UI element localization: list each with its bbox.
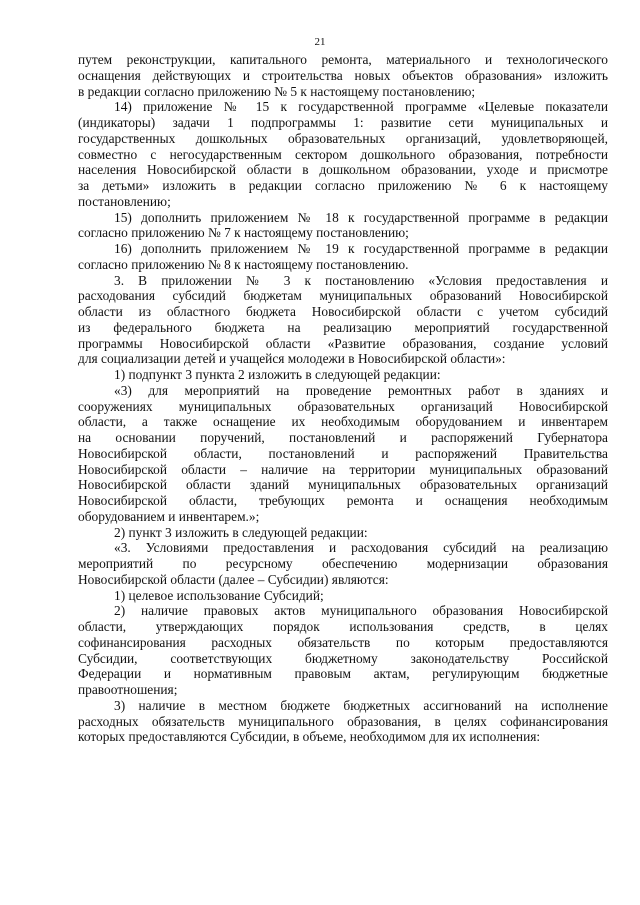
text-line: Новосибирской области, постановлений и распоряжений Правительства — [78, 445, 608, 461]
text-line: программы Новосибирской области «Развитие образования, создание условий — [78, 335, 608, 351]
document-body — [78, 52, 608, 745]
text-line: правоотношения; — [78, 682, 178, 697]
text-line: согласно приложению № 7 к настоящему постановлению; — [78, 225, 409, 241]
text-line: за детьми» изложить в редакции согласно приложению № 6 к настоящему — [78, 178, 608, 193]
text-line: в редакции согласно приложению № 5 к настоящему постановлению; — [78, 83, 476, 99]
text-line: мероприятий по ресурсному обеспечению модернизации образования — [78, 556, 608, 571]
text-line: (индикаторы) задачи 1 подпрограммы 1: развитие сети муниципальных и — [78, 115, 608, 130]
text-line: области из областного бюджета Новосибирской области с учетом субсидий — [78, 304, 608, 319]
text-line: Новосибирской области, требующих ремонта и оснащения необходимым — [78, 493, 608, 508]
text-line: 2) пункт 3 изложить в следующей редакции: — [114, 524, 368, 540]
text-line: 16) дополнить приложением № 19 к государственной программе в редакции — [114, 241, 608, 256]
page-number: 21 — [314, 36, 326, 48]
text-line: Новосибирской области (далее – Субсидии) являются: — [78, 571, 389, 587]
text-line: 3) наличие в местном бюджете бюджетных ассигнований на исполнение — [114, 697, 608, 713]
text-line: 3. В приложении № 3 к постановлению «Условия предоставления и — [114, 272, 608, 288]
text-line: 14) приложение № 15 к государственной программе «Целевые показатели — [114, 99, 608, 115]
text-line: расходования субсидий бюджетам муниципальных образований Новосибирской — [78, 288, 608, 304]
text-line: 2) наличие правовых актов муниципального образования Новосибирской — [114, 603, 608, 619]
text-line: для социализации детей и учащейся молодежи в Новосибирской области»: — [78, 351, 506, 367]
text-line: путем реконструкции, капитального ремонта, материального и технологического — [78, 52, 608, 67]
text-line: совместно с негосударственным сектором дошкольного образования, потребности — [78, 146, 608, 162]
text-line: Новосибирской области – наличие на территории муниципальных образований — [78, 461, 608, 477]
text-line: оборудованием и инвентарем.»; — [78, 508, 260, 524]
text-line: 15) дополнить приложением № 18 к государственной программе в редакции — [114, 209, 608, 225]
text-line: 1) целевое использование Субсидий; — [114, 587, 324, 603]
text-line: области, а также оснащение их необходимым оборудованием и инвентарем — [78, 414, 608, 430]
text-line: расходных обязательств муниципального образования, в целях софинансирования — [78, 713, 608, 729]
text-line: Новосибирской области зданий муниципальных образовательных организаций — [78, 477, 608, 493]
text-line: на основании поручений, постановлений и распоряжений Губернатора — [78, 430, 608, 445]
text-line: оснащения действующих и строительства новых объектов образования» изложить — [78, 67, 608, 83]
text-line: населения Новосибирской области в дошкольном образовании, уходе и присмотре — [78, 162, 608, 178]
text-line: согласно приложению № 8 к настоящему постановлению. — [78, 256, 409, 272]
text-line: которых предоставляются Субсидии, в объеме, необходимом для их исполнения: — [78, 729, 541, 745]
text-line: Федерации и нормативным правовым актам, регулирующим бюджетные — [78, 666, 608, 682]
text-line: 1) подпункт 3 пункта 2 изложить в следующей редакции: — [114, 367, 441, 382]
text-line: сооружениях муниципальных образовательных организаций Новосибирской — [78, 398, 608, 414]
text-line: Субсидии, соответствующих бюджетному законодательству Российской — [78, 650, 608, 666]
text-line: «3. Условиями предоставления и расходования субсидий на реализацию — [114, 540, 608, 556]
text-line: софинансирования расходных обязательств по которым предоставляются — [78, 634, 608, 650]
text-line: области, утверждающих порядок использования средств, в целях — [78, 619, 608, 634]
text-line: постановлению; — [78, 193, 171, 209]
text-line: из федерального бюджета на реализацию мероприятий государственной — [78, 319, 608, 335]
text-line: «3) для мероприятий на проведение ремонтных работ в зданиях и — [114, 382, 608, 398]
text-line: государственных дошкольных образовательных организаций, удовлетворяющей, — [78, 130, 608, 146]
